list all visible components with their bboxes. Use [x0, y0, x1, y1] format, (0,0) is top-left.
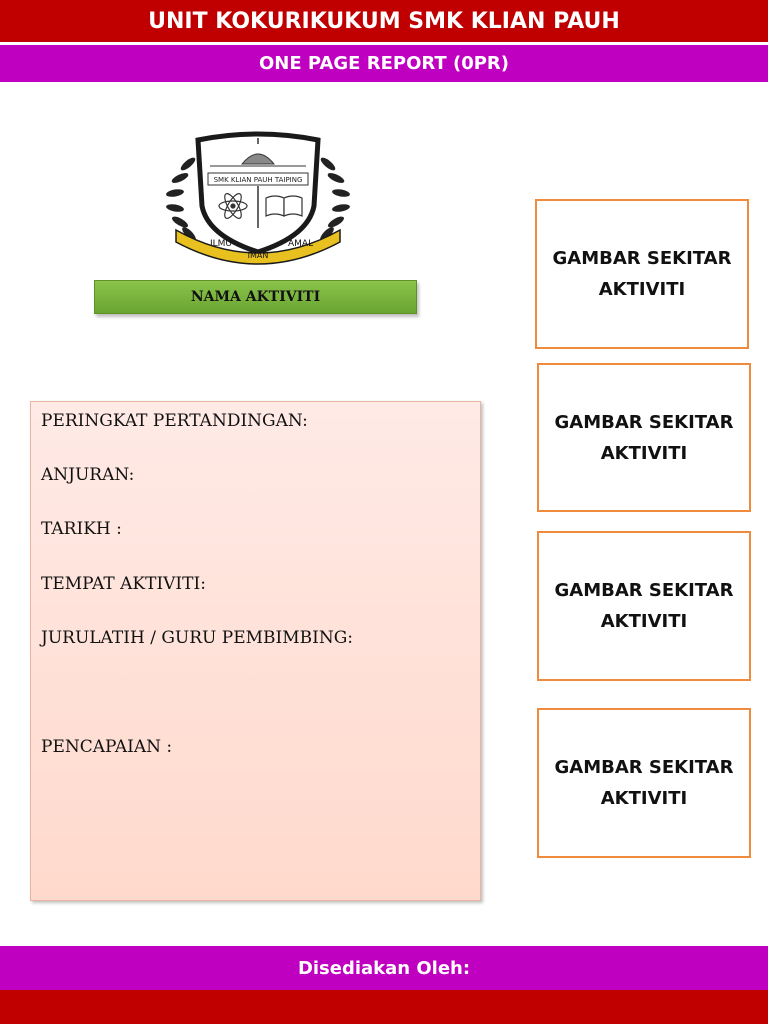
- prepared-by-label: Disediakan Oleh:: [0, 946, 768, 990]
- photo-label: GAMBAR SEKITAR: [552, 248, 732, 269]
- field-achievement: PENCAPAIAN :: [41, 737, 173, 757]
- field-organizer: ANJURAN:: [41, 465, 135, 485]
- logo-motto-3: AMAL: [288, 239, 314, 249]
- photo-placeholder-1: [535, 199, 749, 349]
- photo-label: AKTIVITI: [600, 611, 688, 632]
- laurel-left-icon: [166, 156, 198, 243]
- photo-label: GAMBAR SEKITAR: [554, 580, 734, 601]
- photo-placeholder-2: [537, 363, 751, 512]
- field-coach-teacher: JURULATIH / GURU PEMBIMBING:: [41, 628, 354, 648]
- footer-bar: [0, 990, 768, 1024]
- field-venue: TEMPAT AKTIVITI:: [41, 574, 206, 594]
- field-competition-level: PERINGKAT PERTANDINGAN:: [41, 411, 308, 431]
- photo-label: AKTIVITI: [600, 442, 688, 464]
- school-crest-logo: [158, 126, 358, 266]
- photo-label: GAMBAR SEKITAR: [554, 411, 734, 433]
- photo-label: AKTIVITI: [600, 788, 688, 809]
- photo-label: GAMBAR SEKITAR: [554, 757, 734, 778]
- photo-placeholder-4: [537, 708, 751, 858]
- field-date: TARIKH :: [41, 519, 122, 539]
- logo-motto-1: ILMU: [210, 239, 233, 249]
- logo-motto-2: IMAN: [247, 251, 269, 260]
- activity-details-panel: [30, 401, 481, 901]
- report-title: UNIT KOKURIKUKUM SMK KLIAN PAUH: [0, 0, 768, 44]
- photo-label: AKTIVITI: [598, 279, 686, 300]
- open-book-icon: [266, 196, 302, 216]
- logo-school-text: SMK KLIAN PAUH TAIPING: [213, 176, 303, 184]
- photo-placeholder-3: [537, 531, 751, 681]
- laurel-right-icon: [318, 156, 350, 243]
- activity-name-label: NAMA AKTIVITI: [94, 280, 417, 314]
- report-subtitle: ONE PAGE REPORT (0PR): [0, 45, 768, 82]
